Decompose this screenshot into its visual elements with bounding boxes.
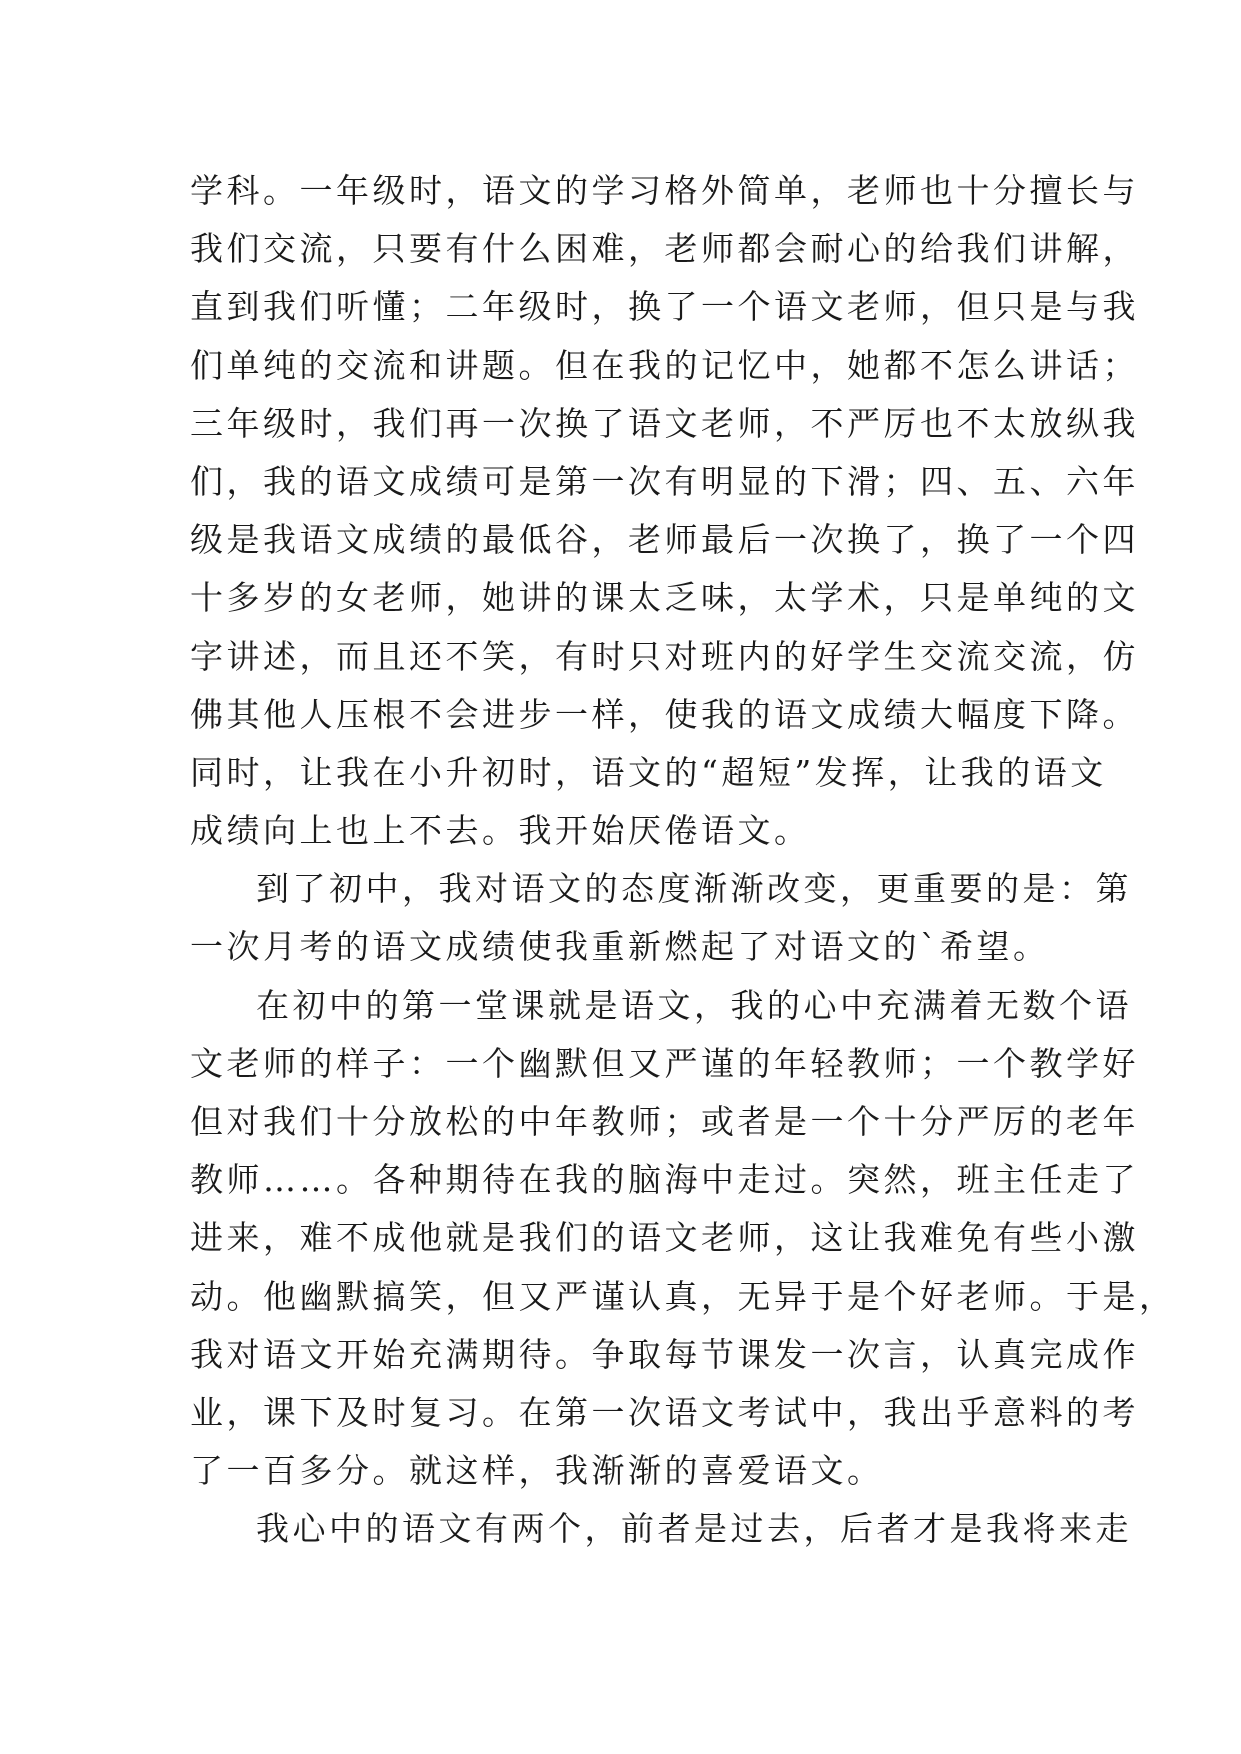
text-line: 十多岁的女老师，她讲的课太乏味，太学术，只是单纯的文	[190, 578, 1139, 618]
text-line: 学科。一年级时，语文的学习格外简单，老师也十分擅长与	[190, 171, 1139, 210]
text-line: 我心中的语文有两个，前者是过去，后者才是我将来走	[256, 1509, 1132, 1549]
text-line: 我对语文开始充满期待。争取每节课发一次言，认真完成作	[190, 1334, 1139, 1374]
text-line: 同时，让我在小升初时，语文的“超短”发挥，让我的语文	[190, 752, 1107, 792]
text-line: 到了初中，我对语文的态度渐渐改变，更重要的是：第	[256, 869, 1132, 909]
text-line: 们单纯的交流和讲题。但在我的记忆中，她都不怎么讲话；	[190, 345, 1139, 385]
text-line: 动。他幽默搞笑，但又严谨认真，无异于是个好老师。于是，	[190, 1276, 1176, 1316]
text-line: 教师……。各种期待在我的脑海中走过。突然，班主任走了	[190, 1160, 1139, 1200]
body-text	[190, 162, 1176, 1559]
text-line: 但对我们十分放松的中年教师；或者是一个十分严厉的老年	[190, 1102, 1139, 1141]
text-line: 级是我语文成绩的最低谷，老师最后一次换了，换了一个四	[190, 520, 1139, 560]
text-line: 成绩向上也上不去。我开始厌倦语文。	[190, 811, 811, 851]
text-line: 业，课下及时复习。在第一次语文考试中，我出乎意料的考	[190, 1392, 1139, 1432]
text-line: 一次月考的语文成绩使我重新燃起了对语文的`希望。	[190, 927, 1050, 967]
text-line: 字讲述，而且还不笑，有时只对班内的好学生交流交流，仿	[190, 636, 1139, 676]
text-line: 直到我们听懂；二年级时，换了一个语文老师，但只是与我	[190, 287, 1139, 327]
text-line: 们，我的语文成绩可是第一次有明显的下滑；四、五、六年	[190, 461, 1139, 501]
text-line: 三年级时，我们再一次换了语文老师，不严厉也不太放纵我	[190, 403, 1139, 443]
text-line: 佛其他人压根不会进步一样，使我的语文成绩大幅度下降。	[190, 694, 1139, 734]
text-line: 文老师的样子：一个幽默但又严谨的年轻教师；一个教学好	[190, 1043, 1139, 1083]
text-line: 了一百多分。就这样，我渐渐的喜爱语文。	[190, 1451, 884, 1491]
text-line: 在初中的第一堂课就是语文，我的心中充满着无数个语	[256, 985, 1132, 1025]
text-line: 进来，难不成他就是我们的语文老师，这让我难免有些小激	[190, 1218, 1139, 1258]
text-line: 我们交流，只要有什么困难，老师都会耐心的给我们讲解，	[190, 229, 1139, 269]
